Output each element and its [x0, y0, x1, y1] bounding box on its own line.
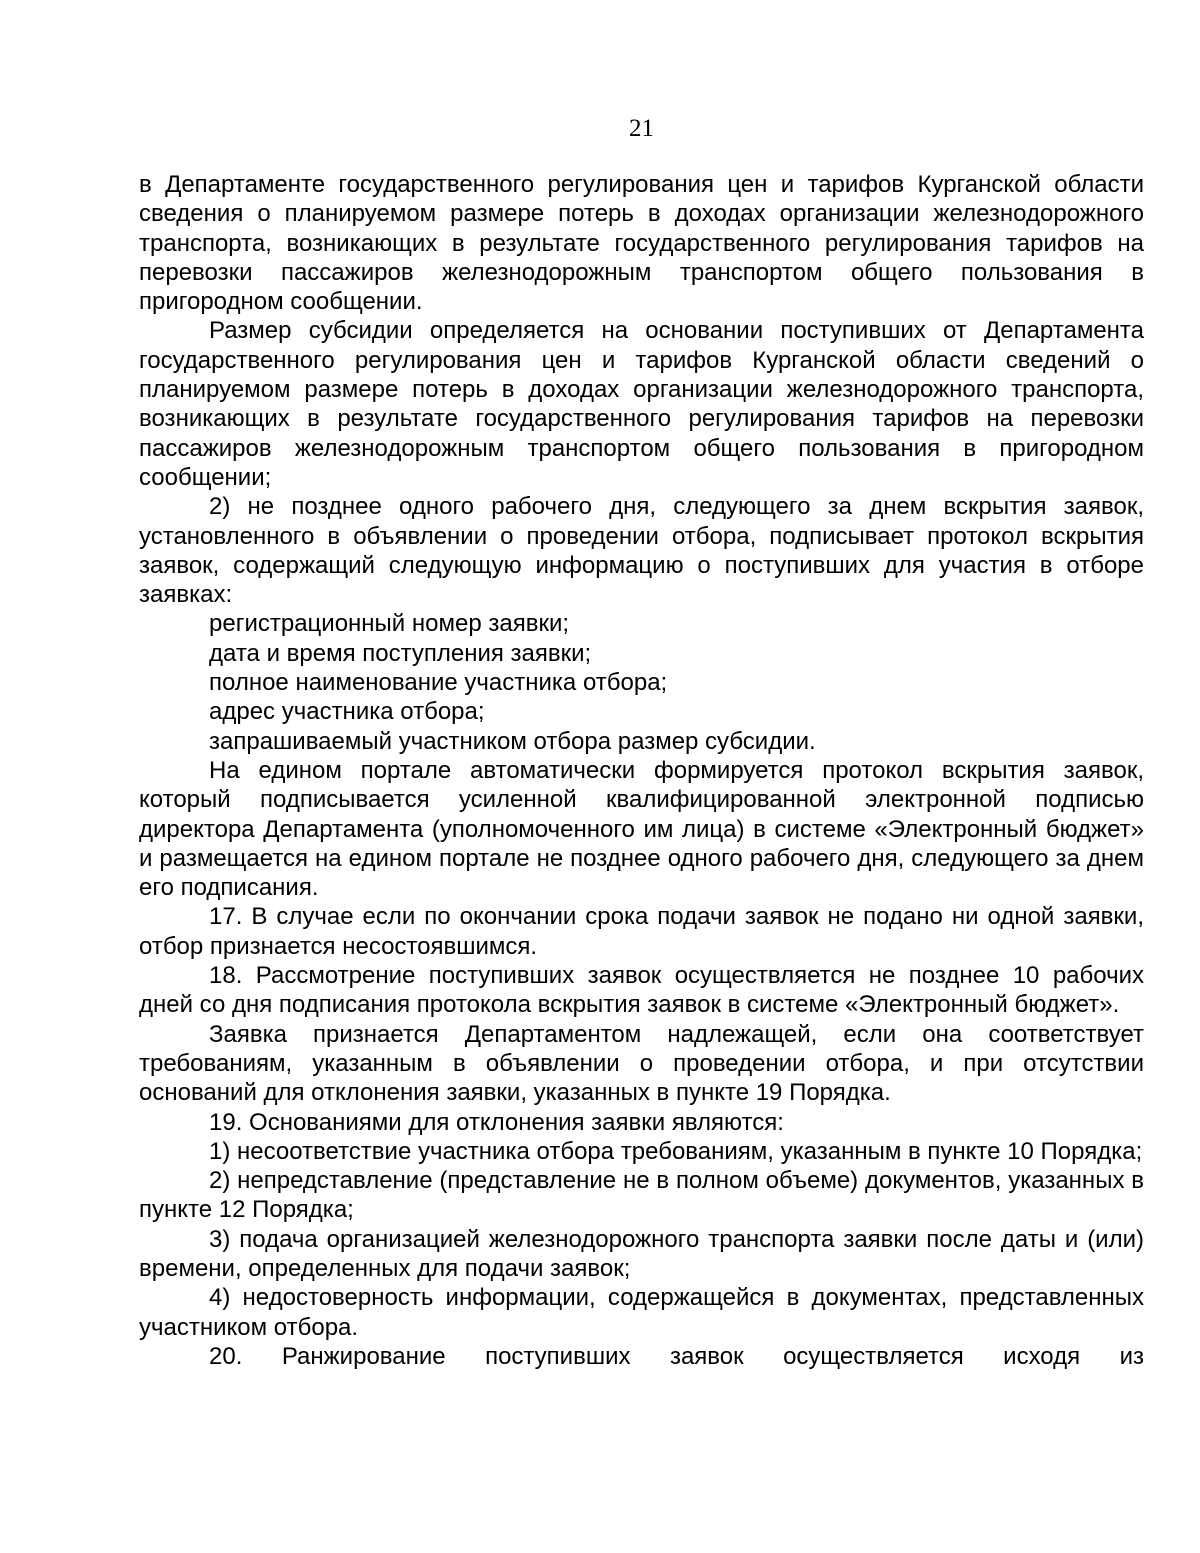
page-number: 21 [629, 115, 654, 142]
paragraph-19-item-4: 4) недостоверность информации, содержащейся в документах, представленных участником отбора. [139, 1284, 1144, 1341]
paragraph-19-item-3: 3) подача организацией железнодорожного транспорта заявки после даты и (или) времени, определенных для подачи заявок; [139, 1225, 1144, 1282]
paragraph-subsidy-size: Размер субсидии определяется на основании поступивших от Департамента государственного регулирования цен и тарифов Курганской области сведений о планируемом размере потерь в доходах организации железнодорожного транспорта, возникающих в результате государственного регулирования тарифов на перевозки пассажиров железнодорожным транспортом общего пользования в пригородном сообщении; [139, 317, 1144, 491]
list-item-requested-subsidy: запрашиваемый участником отбора размер субсидии. [209, 727, 816, 755]
paragraph-19-item-2: 2) непредставление (представление не в полном объеме) документов, указанных в пункте 12 Порядка; [139, 1167, 1144, 1224]
paragraph-item-2-protocol: 2) не позднее одного рабочего дня, следующего за днем вскрытия заявок, установленного в объявлении о проведении отбора, подписывает протокол вскрытия заявок, содержащий следующую информацию о поступивших для участия в отборе заявках: [139, 493, 1144, 609]
paragraph-20: 20. Ранжирование поступивших заявок осуществляется исходя из [209, 1342, 1144, 1370]
paragraph-continuation: в Департаменте государственного регулирования цен и тарифов Курганской области сведения о планируемом размере потерь в доходах организации железнодорожного транспорта, возникающих в результате государственного регулирования тарифов на перевозки пассажиров железнодорожным транспортом общего пользования в пригородном сообщении. [139, 171, 1144, 316]
document-body [139, 170, 1144, 1371]
list-item-address: адрес участника отбора; [209, 698, 485, 726]
list-item-full-name: полное наименование участника отбора; [209, 669, 668, 697]
paragraph-18: 18. Рассмотрение поступивших заявок осуществляется не позднее 10 рабочих дней со дня подписания протокола вскрытия заявок в системе «Электронный бюджет». [139, 962, 1144, 1019]
paragraph-unified-portal: На едином портале автоматически формируется протокол вскрытия заявок, который подписывается усиленной квалифицированной электронной подписью директора Департамента (уполномоченного им лица) в системе «Электронный бюджет» и размещается на едином портале не позднее одного рабочего дня, следующего за днем его подписания. [139, 756, 1144, 902]
paragraph-17: 17. В случае если по окончании срока подачи заявок не подано ни одной заявки, отбор признается несостоявшимся. [139, 903, 1144, 960]
paragraph-application-proper: Заявка признается Департаментом надлежащей, если она соответствует требованиям, указанным в объявлении о проведении отбора, и при отсутствии оснований для отклонения заявки, указанных в пункте 19 Порядка. [139, 1020, 1144, 1107]
paragraph-19-item-1: 1) несоответствие участника отбора требованиям, указанным в пункте 10 Порядка; [209, 1137, 1143, 1165]
list-item-date-time: дата и время поступления заявки; [209, 639, 592, 667]
list-item-registration-number: регистрационный номер заявки; [209, 610, 570, 638]
paragraph-19: 19. Основаниями для отклонения заявки являются: [209, 1108, 784, 1136]
